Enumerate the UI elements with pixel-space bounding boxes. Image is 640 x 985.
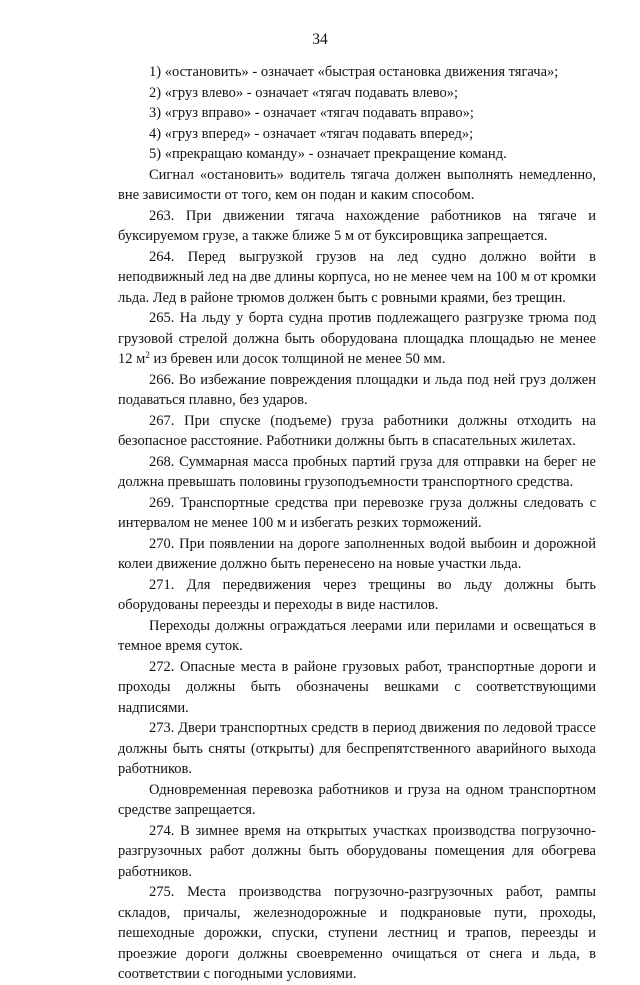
page-number: 34 <box>312 31 328 48</box>
paragraph-273-continued: Одновременная перевозка работников и груза на одном транспортном средстве запрещается. <box>118 781 596 818</box>
paragraph-265 <box>118 308 596 370</box>
paragraph-275: 275. Места производства погрузочно-разгрузочных работ, рампы складов, причалы, железнодорожные и подкрановые пути, проходы, пешеходные дорожки, спуски, ступени лестниц и трапов, переезды и проезжие дороги должны своевременно очищаться от снега и льда, в соответствии с погодными условиями. <box>118 884 596 982</box>
paragraph-271-continued: Переходы должны ограждаться леерами или перилами и освещаться в темное время суток. <box>118 617 596 654</box>
document-body <box>118 62 596 985</box>
square-superscript: 2 <box>145 350 150 360</box>
paragraph-265-text: 265. На льду у борта судна против подлежащего разгрузке трюма под грузовой стрелой должна быть оборудована площадка площадью не менее 12 м <box>118 310 596 367</box>
paragraph-270: 270. При появлении на дороге заполненных водой выбоин и дорожной колеи движение должно быть перенесено на новые участки льда. <box>118 535 596 572</box>
command-item: 3) «груз вправо» - означает «тягач подавать вправо»; <box>149 105 474 121</box>
paragraph-268: 268. Суммарная масса пробных партий груза для отправки на берег не должна превышать половины грузоподъемности транспортного средства. <box>118 453 596 490</box>
paragraph-274: 274. В зимнее время на открытых участках производства погрузочно-разгрузочных работ должны быть оборудованы помещения для обогрева работников. <box>118 822 596 880</box>
paragraph-stop-signal: Сигнал «остановить» водитель тягача должен выполнять немедленно, вне зависимости от того, кем он подан и каким способом. <box>118 166 596 203</box>
paragraph-267: 267. При спуске (подъеме) груза работники должны отходить на безопасное расстояние. Работники должны быть в спасательных жилетах. <box>118 412 596 449</box>
paragraph-271: 271. Для передвижения через трещины во льду должны быть оборудованы переезды и переходы в виде настилов. <box>118 576 596 613</box>
paragraph-264: 264. Перед выгрузкой грузов на лед судно должно войти в неподвижный лед на две длины корпуса, но не менее чем на 100 м от кромки льда. Лед в районе трюмов должен быть с ровными краями, без трещин. <box>118 248 596 306</box>
paragraph-272: 272. Опасные места в районе грузовых работ, транспортные дороги и проходы должны быть обозначены вешками с соответствующими надписями. <box>118 658 596 716</box>
paragraph-269: 269. Транспортные средства при перевозке груза должны следовать с интервалом не менее 100 м и избегать резких торможений. <box>118 494 596 531</box>
paragraph-266: 266. Во избежание повреждения площадки и льда под ней груз должен подаваться плавно, без ударов. <box>118 371 596 408</box>
paragraph-265-text-end: из бревен или досок толщиной не менее 50 мм. <box>149 351 446 367</box>
command-item: 4) «груз вперед» - означает «тягач подавать вперед»; <box>149 125 474 142</box>
command-item: 5) «прекращаю команду» - означает прекращение команд. <box>149 146 507 162</box>
paragraph-273: 273. Двери транспортных средств в период движения по ледовой трассе должны быть сняты (открыты) для беспрепятственного аварийного выхода работников. <box>118 720 596 777</box>
paragraph-263: 263. При движении тягача нахождение работников на тягаче и буксируемом грузе, а также ближе 5 м от буксировщика запрещается. <box>118 207 596 244</box>
command-item: 1) «остановить» - означает «быстрая остановка движения тягача»; <box>149 64 559 80</box>
command-item: 2) «груз влево» - означает «тягач подавать влево»; <box>149 84 459 101</box>
